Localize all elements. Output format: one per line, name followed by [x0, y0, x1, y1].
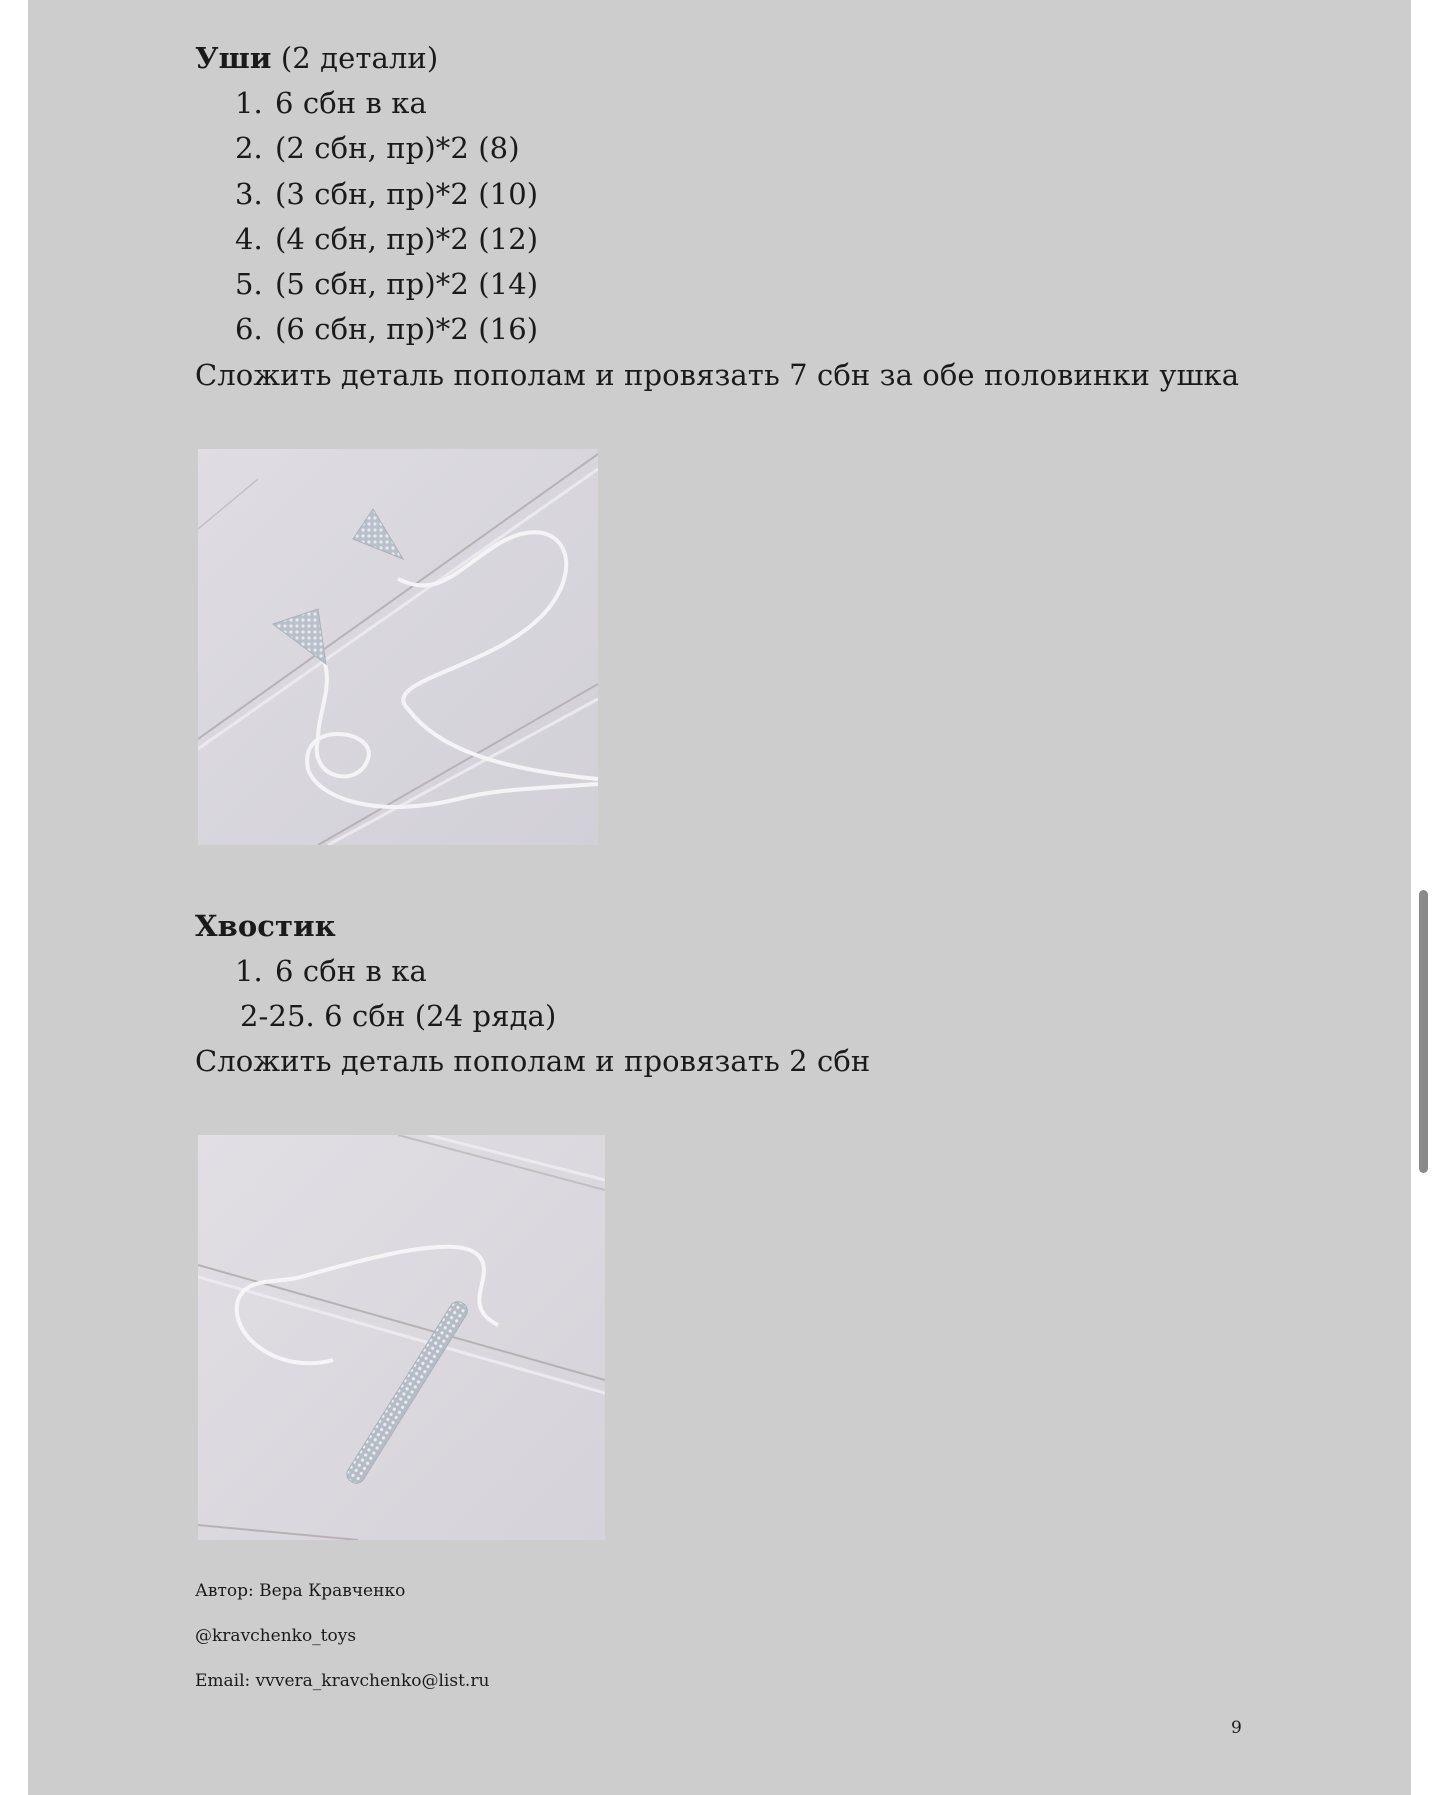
row-text: 6 сбн в ка — [275, 954, 427, 988]
ears-heading — [195, 40, 438, 76]
row-number: 5. — [235, 267, 263, 301]
tail-title: Хвостик — [195, 909, 336, 943]
row-text: (4 сбн, пр)*2 (12) — [275, 222, 539, 256]
tail-row-1 — [235, 953, 427, 989]
row-text: (2 сбн, пр)*2 (8) — [275, 131, 520, 165]
ears-row-2 — [235, 130, 520, 166]
row-number: 3. — [235, 177, 263, 211]
scrollbar-thumb[interactable] — [1419, 890, 1428, 1173]
row-number: 1. — [235, 86, 263, 120]
ears-row-6 — [235, 311, 538, 347]
footer-author: Автор: Вера Кравченко — [195, 1581, 406, 1601]
row-number: 6. — [235, 312, 263, 346]
ears-row-5 — [235, 266, 538, 302]
row-text: 6 сбн в ка — [275, 86, 427, 120]
ears-photo — [198, 449, 598, 845]
ears-row-1 — [235, 85, 427, 121]
document-page — [28, 0, 1411, 1795]
page-number: 9 — [1231, 1718, 1242, 1738]
footer-handle: @kravchenko_toys — [195, 1626, 357, 1646]
row-number: 1. — [235, 954, 263, 988]
ears-photo-image — [198, 449, 598, 845]
row-number: 2. — [235, 131, 263, 165]
row-text: (3 сбн, пр)*2 (10) — [275, 177, 539, 211]
footer-email: Email: vvvera_kravchenko@list.ru — [195, 1671, 490, 1691]
row-text: (5 сбн, пр)*2 (14) — [275, 267, 539, 301]
ears-subtitle: (2 детали) — [280, 41, 439, 75]
tail-photo-image — [198, 1135, 605, 1540]
ears-note: Сложить деталь пополам и провязать 7 сбн за обе половинки ушка — [195, 358, 1240, 392]
ears-row-3 — [235, 176, 538, 212]
tail-note: Сложить деталь пополам и провязать 2 сбн — [195, 1044, 871, 1078]
tail-heading — [195, 908, 336, 944]
row-number: 4. — [235, 222, 263, 256]
ears-title: Уши — [195, 41, 272, 75]
tail-row-2 — [240, 998, 556, 1034]
tail-photo — [198, 1135, 605, 1540]
row-text: (6 сбн, пр)*2 (16) — [275, 312, 539, 346]
ears-row-4 — [235, 221, 538, 257]
row-text: 2-25. 6 сбн (24 ряда) — [240, 999, 557, 1033]
